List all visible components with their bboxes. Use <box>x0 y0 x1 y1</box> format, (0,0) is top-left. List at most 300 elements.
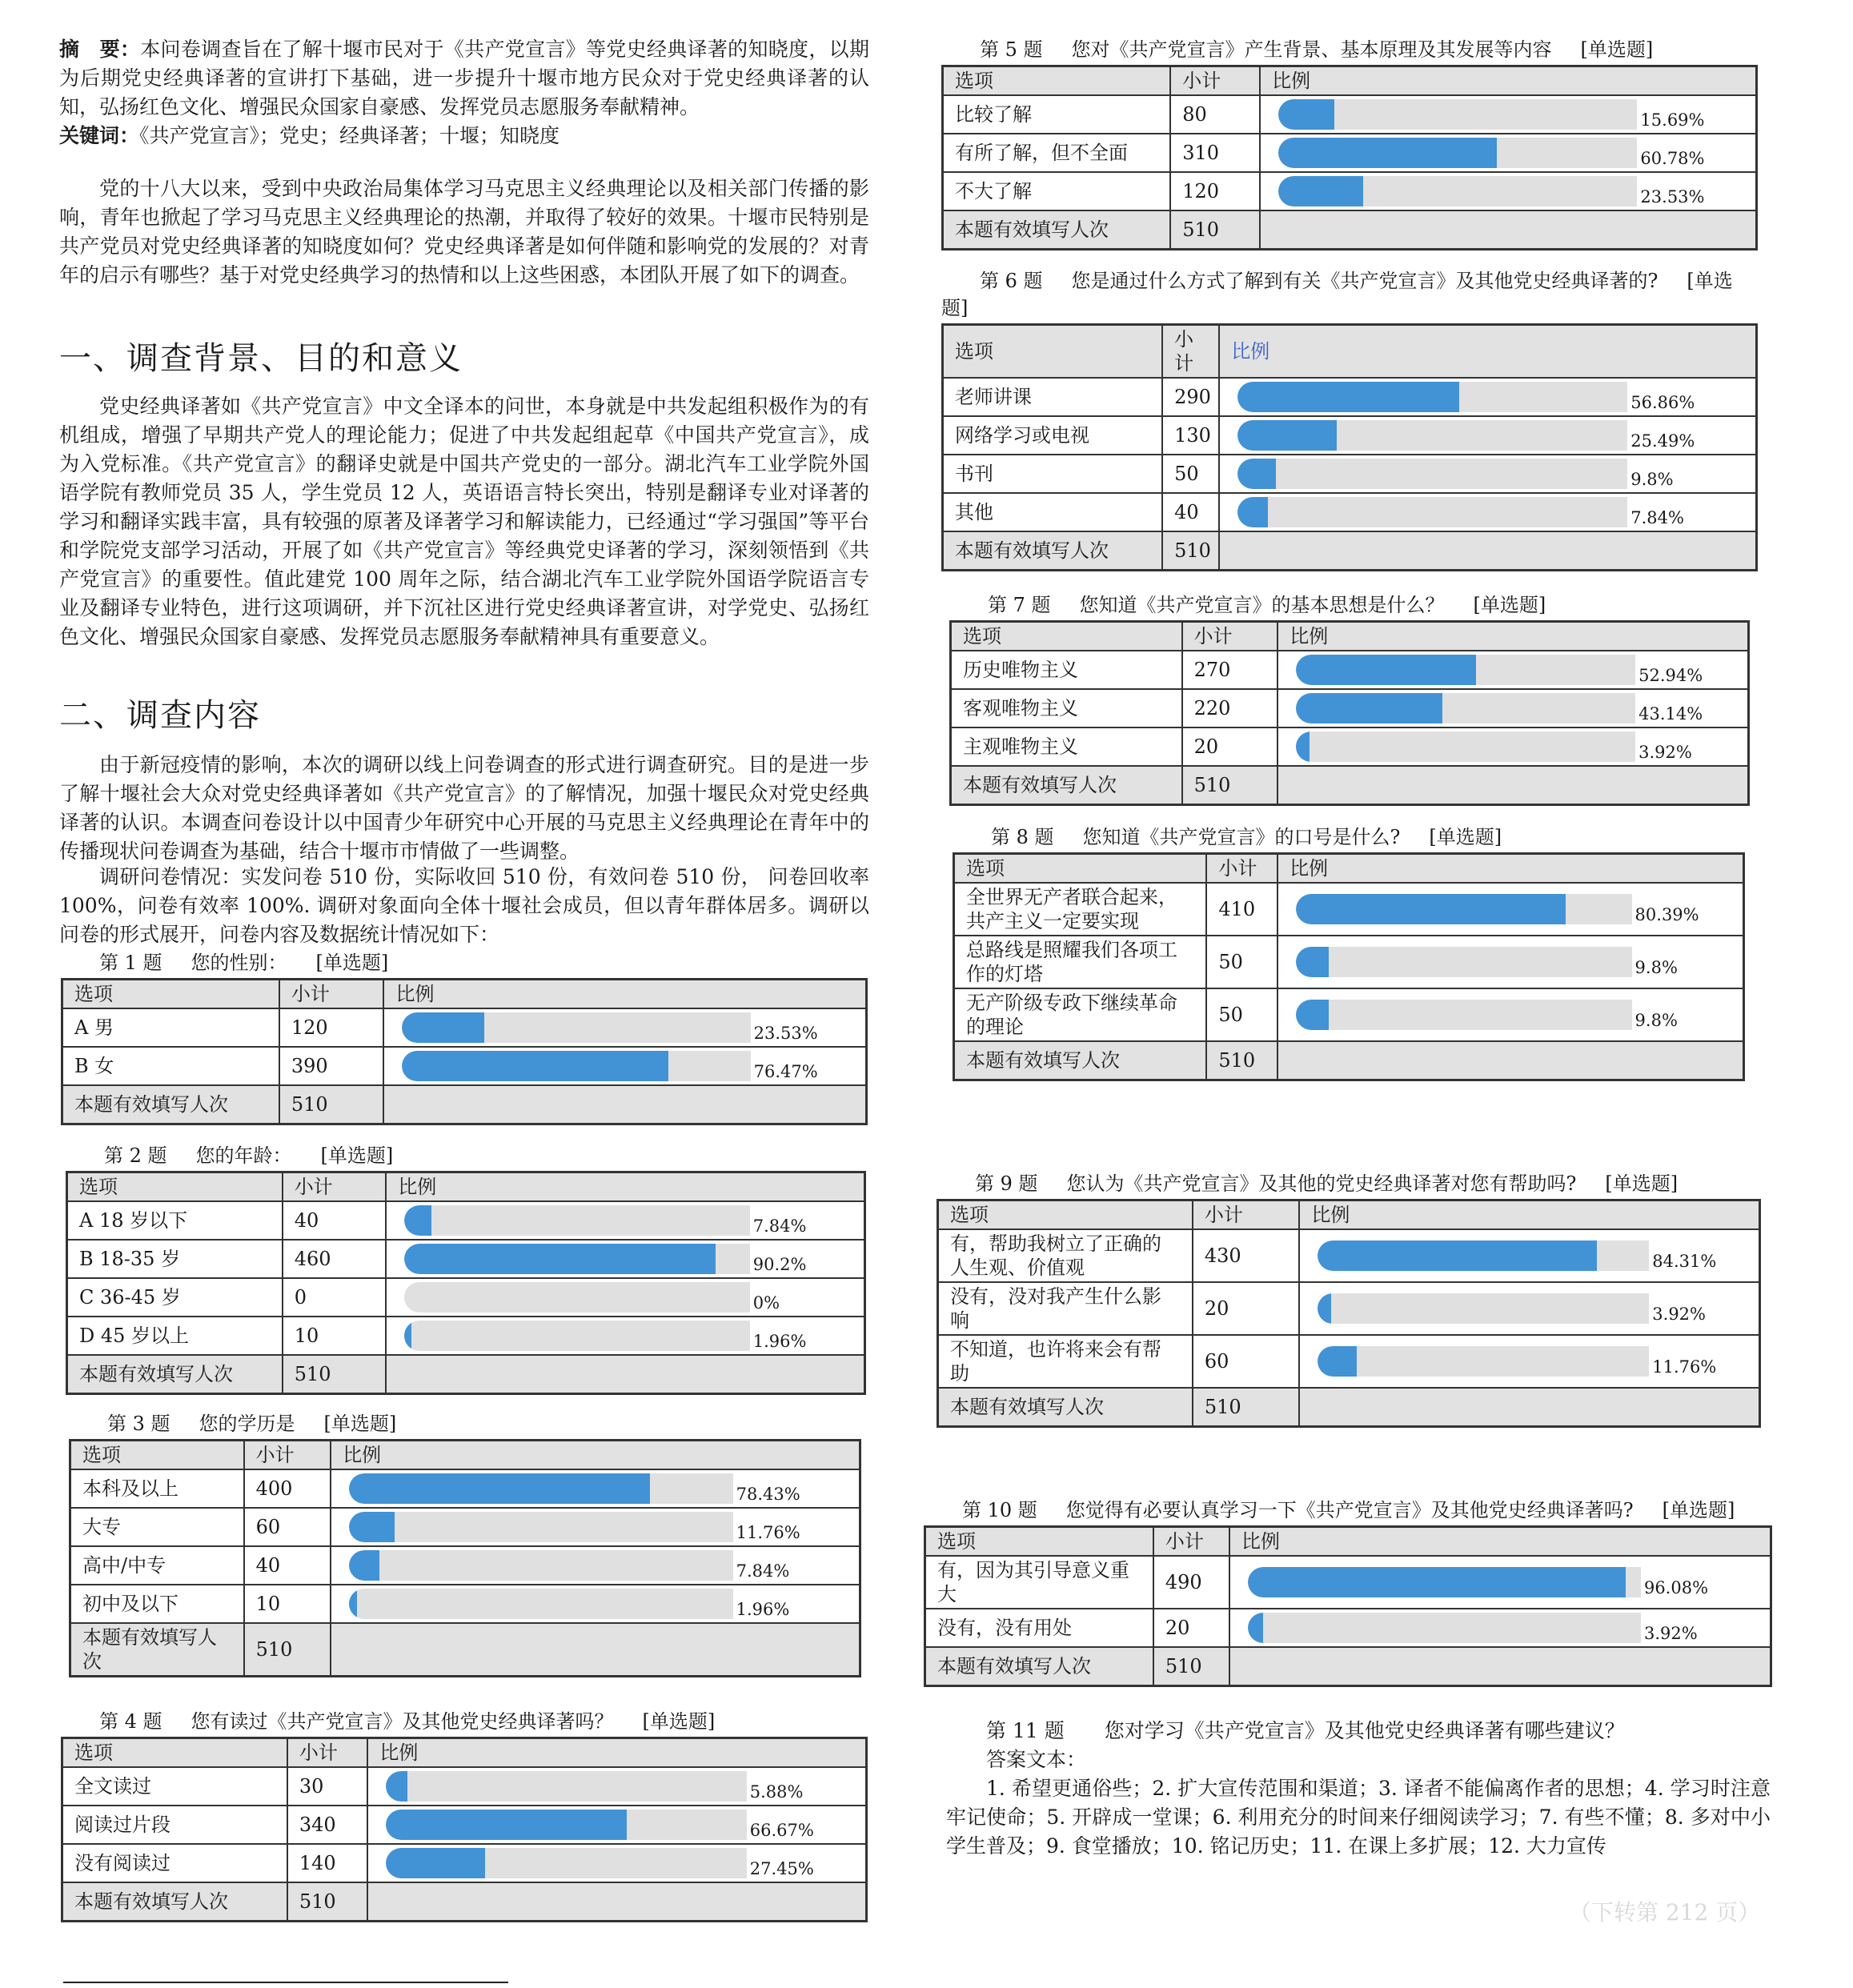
option-count: 60 <box>244 1508 331 1546</box>
ratio-fill <box>1296 894 1566 924</box>
option-count: 130 <box>1162 416 1219 455</box>
ratio-bar <box>386 1807 860 1842</box>
results-table <box>937 1199 1761 1428</box>
question-number: 第 10 题 <box>962 1499 1037 1521</box>
abstract-label: 摘 要： <box>59 38 141 61</box>
total-row <box>62 1882 867 1922</box>
table-row <box>67 1278 865 1317</box>
ratio-track <box>1237 382 1627 412</box>
question-number: 第 5 题 <box>980 38 1043 61</box>
table-header-row <box>70 1441 860 1470</box>
ratio-cell <box>1277 727 1748 766</box>
ratio-bar <box>349 1586 854 1621</box>
question-text: 您的学历是 <box>199 1413 295 1435</box>
ratio-percent: 23.53% <box>753 1024 818 1043</box>
header-option: 选项 <box>70 1441 244 1470</box>
ratio-track <box>1318 1293 1649 1324</box>
ratio-percent: 84.31% <box>1652 1252 1717 1271</box>
total-label: 本题有效填写人次 <box>951 766 1182 805</box>
ratio-bar <box>1248 1610 1765 1645</box>
question-number: 第 3 题 <box>107 1413 170 1435</box>
ratio-cell <box>1260 172 1756 210</box>
total-count: 510 <box>1170 210 1260 250</box>
question-type: [单选题] <box>1580 38 1654 61</box>
ratio-cell <box>367 1806 866 1844</box>
header-option: 选项 <box>62 1738 287 1768</box>
ratio-bar <box>386 1769 860 1804</box>
ratio-fill <box>1318 1346 1357 1377</box>
results-table <box>66 1171 866 1395</box>
ratio-track <box>1237 420 1627 451</box>
table-row <box>951 651 1749 689</box>
ratio-cell <box>1219 455 1756 493</box>
question-type: [单选题] <box>315 952 389 974</box>
total-label: 本题有效填写人次 <box>938 1388 1193 1427</box>
total-count: 510 <box>1162 531 1219 571</box>
ratio-percent: 25.49% <box>1630 431 1695 451</box>
option-count: 60 <box>1193 1335 1300 1388</box>
question-number: 第 6 题 <box>980 270 1043 292</box>
ratio-fill <box>1296 693 1442 723</box>
table-row <box>70 1469 860 1508</box>
table-row <box>67 1201 865 1240</box>
ratio-cell <box>1277 988 1743 1041</box>
table-row <box>62 1806 867 1844</box>
question-text: 您认为《共产党宣言》及其他的党史经典译著对您有帮助吗? <box>1066 1172 1577 1195</box>
total-label: 本题有效填写人次 <box>943 531 1163 571</box>
ratio-fill <box>1278 176 1362 206</box>
question-type: [单选题] <box>941 270 1733 319</box>
ratio-fill <box>349 1473 650 1504</box>
ratio-fill <box>1296 1000 1329 1030</box>
total-row <box>67 1355 865 1394</box>
total-count: 510 <box>244 1623 331 1677</box>
question-text: 您有读过《共产党宣言》及其他党史经典译著吗？ <box>191 1710 614 1733</box>
ratio-track <box>1296 947 1631 977</box>
table-row <box>943 455 1757 493</box>
ratio-cell <box>1229 1609 1771 1647</box>
ratio-cell <box>1277 651 1748 689</box>
ratio-bar <box>1248 1565 1765 1600</box>
question-text: 您的年龄： <box>195 1144 292 1167</box>
ratio-track <box>402 1012 750 1043</box>
ratio-track <box>1278 99 1637 130</box>
ratio-fill <box>1248 1567 1626 1597</box>
results-table <box>941 323 1758 571</box>
option-count: 10 <box>244 1585 331 1623</box>
total-empty <box>331 1623 860 1677</box>
option-count: 120 <box>1170 172 1260 210</box>
ratio-bar <box>404 1280 859 1315</box>
option-count: 20 <box>1193 1282 1300 1335</box>
header-count: 小计 <box>1170 66 1260 96</box>
ratio-percent: 1.96% <box>752 1332 807 1351</box>
continued-note: （下转第 212 页） <box>1569 1899 1761 1926</box>
table-row <box>70 1546 860 1585</box>
option-label: 本科及以上 <box>70 1469 244 1508</box>
ratio-percent: 0% <box>752 1293 780 1313</box>
header-ratio: 比例 <box>367 1738 866 1768</box>
option-count: 30 <box>287 1767 368 1806</box>
header-option: 选项 <box>951 622 1182 651</box>
ratio-fill <box>1278 99 1334 130</box>
ratio-bar <box>1296 691 1743 726</box>
option-count: 460 <box>283 1240 387 1278</box>
option-label: 没有，没对我产生什么影响 <box>938 1282 1193 1335</box>
option-label: B 18-35 岁 <box>67 1240 283 1278</box>
ratio-track <box>1296 1000 1631 1030</box>
ratio-track <box>1278 176 1637 206</box>
ratio-cell <box>1219 493 1756 531</box>
ratio-bar <box>1278 174 1751 209</box>
option-label: 老师讲课 <box>943 378 1163 416</box>
table-row <box>943 378 1757 416</box>
total-empty <box>1277 766 1748 805</box>
ratio-bar <box>1278 97 1751 132</box>
ratio-cell <box>331 1585 860 1623</box>
ratio-percent: 76.47% <box>753 1062 818 1081</box>
ratio-bar <box>404 1241 859 1277</box>
option-count: 410 <box>1206 883 1277 936</box>
header-option: 选项 <box>943 66 1171 96</box>
ratio-track <box>386 1848 746 1878</box>
ratio-bar <box>1237 456 1751 491</box>
option-count: 10 <box>283 1317 387 1355</box>
question-title <box>66 1142 866 1169</box>
table-header-row <box>925 1527 1771 1557</box>
intro-paragraph: 党的十八大以来，受到中央政治局集体学习马克思主义经典理论以及相关部门传播的影响，青年也掀起了学习马克思主义经典理论的热潮，并取得了较好的效果。十堰市民特别是共产党员对党史经典译著的知晓度如何？党史经典译著是如何伴随和影响党的发展的？对青年的启示有哪些？基于对党史经典学习的热情和以上这些困惑，本团队开展了如下的调查。 <box>59 177 869 287</box>
total-row <box>70 1623 860 1677</box>
question-text: 您对《共产党宣言》产生背景、基本原理及其发展等内容 <box>1071 38 1552 61</box>
abstract <box>59 35 869 150</box>
ratio-bar <box>1296 892 1738 927</box>
total-label: 本题有效填写人次 <box>70 1623 244 1677</box>
ratio-cell <box>386 1278 864 1317</box>
table-row <box>943 95 1757 134</box>
option-label: 没有阅读过 <box>62 1844 287 1882</box>
total-label: 本题有效填写人次 <box>954 1041 1207 1080</box>
ratio-percent: 43.14% <box>1638 704 1703 723</box>
ratio-percent: 9.8% <box>1634 958 1678 977</box>
ratio-bar <box>404 1203 859 1238</box>
ratio-fill <box>404 1205 431 1236</box>
total-label: 本题有效填写人次 <box>67 1355 283 1394</box>
ratio-track <box>404 1321 749 1351</box>
ratio-track <box>1318 1346 1649 1377</box>
ratio-bar <box>1237 379 1751 415</box>
q11-text: 您对学习《共产党宣言》及其他党史经典译著有哪些建议？ <box>1104 1719 1625 1742</box>
table-header-row <box>954 854 1744 884</box>
table-row <box>925 1556 1771 1609</box>
option-count: 80 <box>1170 95 1260 134</box>
header-count: 小计 <box>244 1441 331 1470</box>
ratio-cell <box>331 1469 860 1508</box>
option-label: 有，因为其引导意义重大 <box>925 1556 1153 1609</box>
question-title <box>937 1170 1761 1197</box>
table-row <box>67 1240 865 1278</box>
ratio-track <box>349 1512 732 1542</box>
ratio-percent: 27.45% <box>749 1859 814 1878</box>
table-header-row <box>943 66 1757 96</box>
table-row <box>938 1335 1760 1388</box>
question-title <box>949 591 1750 619</box>
total-empty <box>367 1882 866 1922</box>
option-label: 书刊 <box>943 455 1163 493</box>
question-number: 第 4 题 <box>99 1710 162 1733</box>
header-count: 小计 <box>1193 1200 1300 1230</box>
question-title <box>61 1708 868 1735</box>
table-row <box>62 1844 867 1882</box>
question-4 <box>61 1708 868 1922</box>
option-count: 400 <box>244 1469 331 1508</box>
header-ratio: 比例 <box>1277 622 1748 651</box>
total-count: 510 <box>279 1085 384 1124</box>
ratio-fill <box>1278 138 1496 168</box>
total-empty <box>1219 531 1756 571</box>
option-count: 40 <box>283 1201 387 1240</box>
table-row <box>943 172 1757 210</box>
ratio-percent: 1.96% <box>736 1600 790 1619</box>
ratio-bar <box>402 1010 860 1045</box>
header-count: 小计 <box>279 980 384 1009</box>
ratio-track <box>349 1550 732 1581</box>
ratio-percent: 3.92% <box>1652 1305 1706 1324</box>
header-option: 选项 <box>938 1200 1193 1230</box>
ratio-track <box>404 1282 749 1313</box>
ratio-percent: 60.78% <box>1640 149 1705 168</box>
ratio-fill <box>1296 947 1329 977</box>
question-type: [单选题] <box>642 1710 716 1733</box>
question-text: 您知道《共产党宣言》的基本思想是什么？ <box>1079 594 1445 616</box>
ratio-track <box>1248 1613 1641 1643</box>
ratio-bar <box>349 1471 854 1506</box>
option-count: 490 <box>1153 1556 1229 1609</box>
question-number: 第 9 题 <box>975 1172 1038 1195</box>
ratio-cell <box>331 1546 860 1585</box>
ratio-cell <box>1277 689 1748 727</box>
option-count: 220 <box>1182 689 1278 727</box>
results-table <box>924 1525 1772 1687</box>
ratio-percent: 3.92% <box>1643 1624 1698 1643</box>
table-header-row <box>62 1738 867 1768</box>
ratio-percent: 7.84% <box>752 1216 807 1236</box>
question-title <box>941 267 1758 322</box>
question-text: 您是通过什么方式了解到有关《共产党宣言》及其他党史经典译著的? <box>1071 270 1658 292</box>
ratio-track <box>1278 138 1637 168</box>
question-number: 第 8 题 <box>991 826 1054 848</box>
option-count: 140 <box>287 1844 368 1882</box>
option-label: 无产阶级专政下继续革命的理论 <box>954 988 1207 1041</box>
ratio-cell <box>383 1047 866 1085</box>
table-row <box>951 727 1749 766</box>
option-label: 不大了解 <box>943 172 1171 210</box>
option-count: 20 <box>1153 1609 1229 1647</box>
option-label: 没有，没有用处 <box>925 1609 1153 1647</box>
results-table <box>953 852 1745 1081</box>
table-row <box>954 988 1744 1041</box>
ratio-track <box>404 1205 749 1236</box>
results-table <box>941 65 1758 251</box>
option-label: B 女 <box>62 1047 279 1085</box>
question-10 <box>924 1497 1772 1687</box>
ratio-bar <box>1318 1238 1754 1273</box>
option-label: A 18 岁以下 <box>67 1201 283 1240</box>
total-empty <box>1260 210 1756 250</box>
header-count: 小计 <box>1153 1527 1229 1557</box>
ratio-cell <box>1219 416 1756 455</box>
ratio-cell <box>383 1008 866 1047</box>
ratio-cell <box>1229 1556 1771 1609</box>
content-paragraph-2: 调研问卷情况：实发问卷 510 份，实际收回 510 份，有效问卷 510 份， 问卷回收率 100%，问卷有效率 100%. 调研对象面向全体十堰社会成员，但以青年群体居多。调研以问卷的形式展开，问卷内容及数据统计情况如下： <box>59 865 869 946</box>
table-row <box>951 689 1749 727</box>
ratio-fill <box>402 1012 483 1043</box>
question-text: 您觉得有必要认真学习一下《共产党宣言》及其他党史经典译著吗? <box>1065 1499 1634 1521</box>
total-label: 本题有效填写人次 <box>925 1647 1153 1686</box>
ratio-fill <box>1318 1293 1330 1324</box>
ratio-percent: 80.39% <box>1634 905 1699 924</box>
option-count: 290 <box>1162 378 1219 416</box>
ratio-bar <box>402 1048 860 1084</box>
ratio-fill <box>402 1051 668 1081</box>
table-row <box>62 1767 867 1806</box>
ratio-cell <box>1299 1229 1759 1282</box>
total-row <box>954 1041 1744 1080</box>
ratio-fill <box>1237 497 1268 527</box>
ratio-fill <box>1248 1613 1263 1643</box>
header-ratio: 比例 <box>1299 1200 1759 1230</box>
total-label: 本题有效填写人次 <box>62 1085 279 1124</box>
ratio-track <box>402 1051 750 1081</box>
option-count: 430 <box>1193 1229 1300 1282</box>
header-count: 小计 <box>1206 854 1277 884</box>
option-label: 全世界无产者联合起来，共产主义一定要实现 <box>954 883 1207 936</box>
ratio-cell <box>1299 1335 1759 1388</box>
ratio-track <box>386 1810 746 1840</box>
option-count: 50 <box>1206 936 1277 988</box>
ratio-fill <box>386 1810 626 1840</box>
option-count: 20 <box>1182 727 1278 766</box>
total-count: 510 <box>1193 1388 1300 1427</box>
ratio-track <box>1237 459 1627 489</box>
header-count: 小计 <box>1182 622 1278 651</box>
option-label: 大专 <box>70 1508 244 1546</box>
total-count: 510 <box>283 1355 387 1394</box>
ratio-fill <box>349 1589 356 1619</box>
option-count: 310 <box>1170 134 1260 172</box>
total-label: 本题有效填写人次 <box>943 210 1171 250</box>
ratio-percent: 7.84% <box>736 1561 790 1581</box>
question-5 <box>941 36 1758 251</box>
total-row <box>925 1647 1771 1686</box>
total-count: 510 <box>1182 766 1278 805</box>
ratio-bar <box>386 1846 860 1881</box>
ratio-bar <box>349 1548 854 1583</box>
option-label: 有所了解，但不全面 <box>943 134 1171 172</box>
header-option: 选项 <box>954 854 1207 884</box>
ratio-track <box>386 1771 746 1802</box>
header-ratio: 比例 <box>383 980 866 1009</box>
table-row <box>938 1229 1760 1282</box>
question-type: [单选题] <box>1473 594 1546 616</box>
ratio-cell <box>1277 936 1743 988</box>
ratio-percent: 96.08% <box>1643 1578 1709 1597</box>
header-count: 小计 <box>287 1738 368 1768</box>
ratio-track <box>1296 693 1635 723</box>
total-row <box>951 766 1749 805</box>
keywords-label: 关键词： <box>59 124 140 147</box>
ratio-cell <box>1277 883 1743 936</box>
ratio-percent: 52.94% <box>1638 666 1703 685</box>
total-count: 510 <box>287 1882 368 1922</box>
option-label: 不知道，也许将来会有帮助 <box>938 1335 1193 1388</box>
table-row <box>62 1047 867 1085</box>
ratio-fill <box>1296 731 1310 762</box>
q11-number: 第 11 题 <box>986 1719 1065 1742</box>
ratio-bar <box>1296 729 1743 764</box>
table-header-row <box>951 622 1749 651</box>
total-row <box>943 210 1757 250</box>
header-option: 选项 <box>943 325 1163 379</box>
ratio-track <box>1296 894 1631 924</box>
ratio-fill <box>404 1321 411 1351</box>
header-count: 小计 <box>283 1172 387 1202</box>
header-option: 选项 <box>925 1527 1153 1557</box>
total-empty <box>386 1355 864 1394</box>
ratio-percent: 11.76% <box>1652 1357 1717 1377</box>
option-label: 初中及以下 <box>70 1585 244 1623</box>
ratio-fill <box>386 1848 485 1878</box>
option-count: 50 <box>1162 455 1219 493</box>
option-label: D 45 岁以上 <box>67 1317 283 1355</box>
header-option: 选项 <box>67 1172 283 1202</box>
results-table <box>61 1737 868 1922</box>
question-2 <box>66 1142 866 1395</box>
ratio-percent: 7.84% <box>1630 508 1684 527</box>
total-empty <box>383 1085 866 1124</box>
q11-answer: 1. 希望更通俗些；2. 扩大宣传范围和渠道；3. 译者不能偏离作者的思想；4. 学习时注意牢记使命；5. 开辟成一堂课；6. 利用充分的时间来仔细阅读学习；7. 有些不懂；8. 多对中小学生普及；9. 食堂播放；10. 铭记历史；11. 在课上多扩展；12. 大力宣传 <box>946 1777 1771 1858</box>
option-count: 340 <box>287 1806 368 1844</box>
question-3 <box>69 1410 861 1677</box>
ratio-bar <box>1296 944 1738 980</box>
table-row <box>925 1609 1771 1647</box>
question-title <box>69 1410 861 1437</box>
ratio-percent: 15.69% <box>1640 110 1705 130</box>
option-count: 40 <box>1162 493 1219 531</box>
table-row <box>62 1008 867 1047</box>
ratio-fill <box>1237 459 1276 489</box>
ratio-percent: 66.67% <box>749 1821 814 1840</box>
table-row <box>954 936 1744 988</box>
total-row <box>943 531 1757 571</box>
table-row <box>938 1282 1760 1335</box>
section-heading-1: 一、调查背景、目的和意义 <box>59 340 463 377</box>
ratio-track <box>1296 731 1635 762</box>
ratio-fill <box>349 1512 394 1542</box>
table-header-row <box>62 980 867 1009</box>
ratio-percent: 78.43% <box>736 1485 800 1504</box>
header-ratio: 比例 <box>1260 66 1756 96</box>
ratio-track <box>1318 1240 1649 1271</box>
question-text: 您知道《共产党宣言》的口号是什么? <box>1082 826 1401 848</box>
question-6 <box>941 267 1758 571</box>
header-ratio: 比例 <box>331 1441 860 1470</box>
ratio-fill <box>349 1550 379 1581</box>
total-row <box>62 1085 867 1124</box>
question-type: [单选题] <box>323 1413 397 1435</box>
ratio-percent: 5.88% <box>749 1782 804 1802</box>
ratio-fill <box>404 1244 716 1274</box>
ratio-percent: 9.8% <box>1634 1011 1678 1030</box>
